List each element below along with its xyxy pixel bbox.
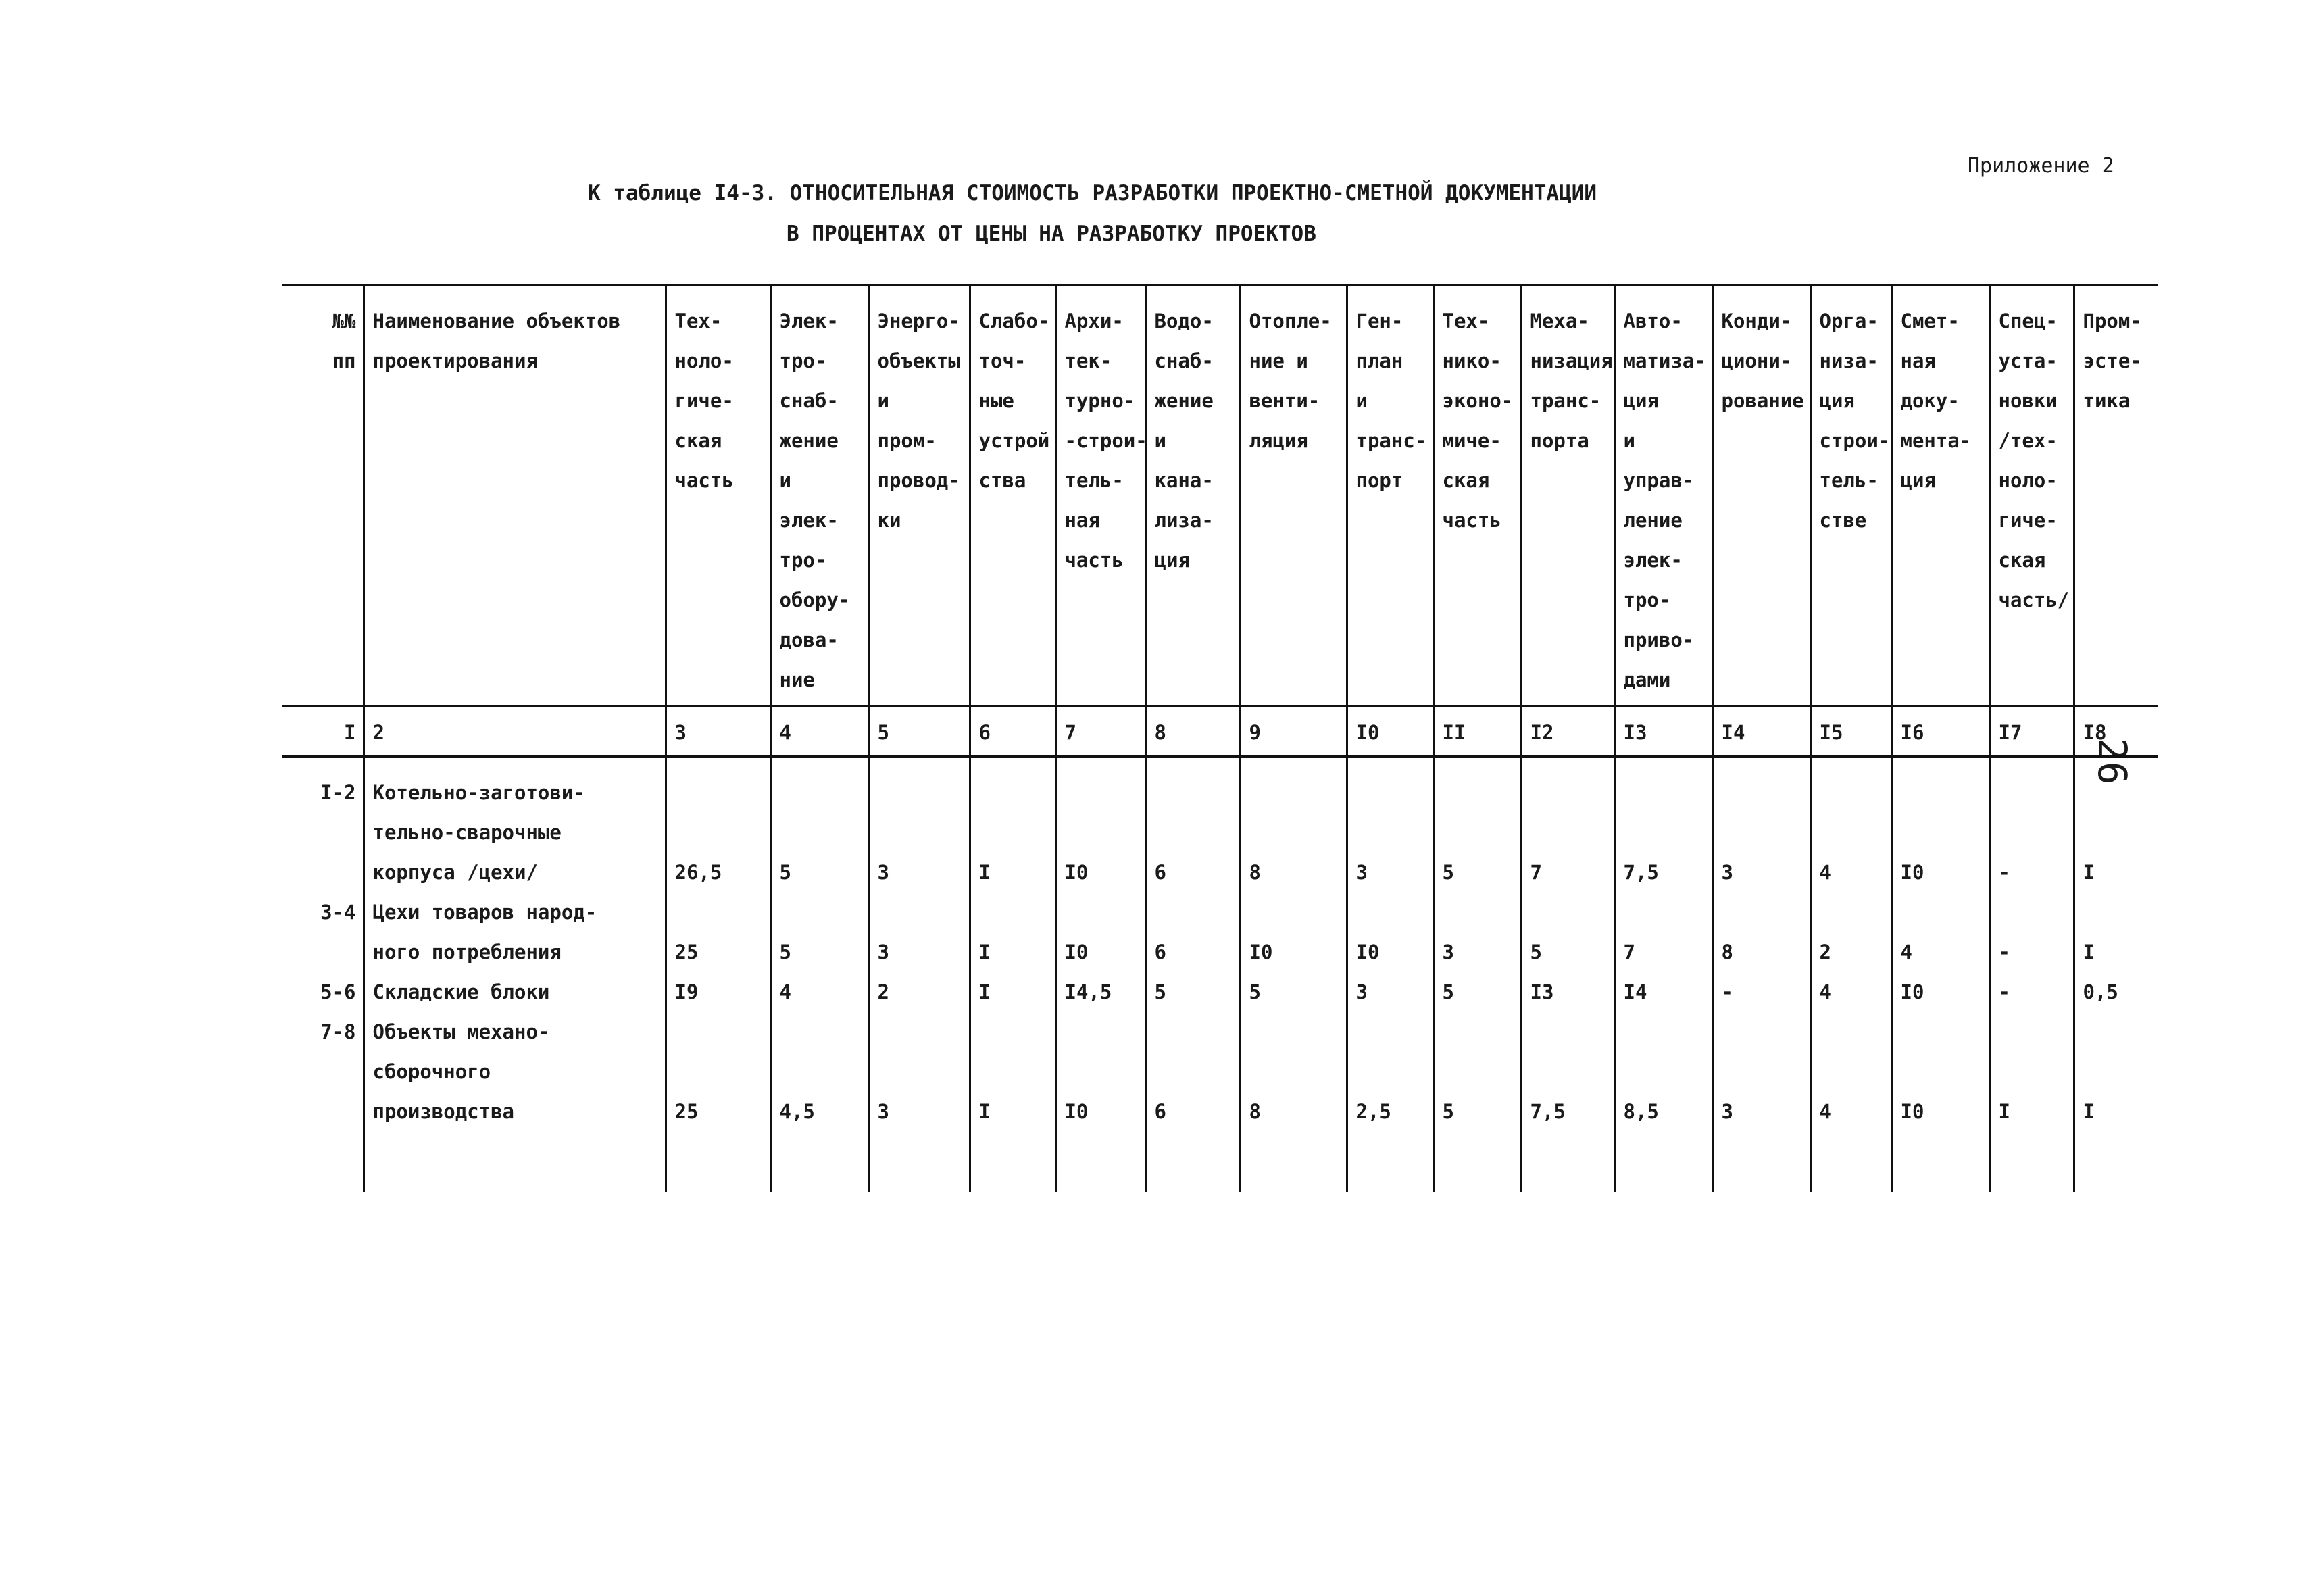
column-number: I8 [2074, 706, 2158, 757]
column-number: I3 [1614, 706, 1712, 757]
header-cell: Тех- ноло- гиче- ская часть [666, 285, 770, 706]
data-block [282, 757, 2158, 1192]
column-number: I [282, 706, 364, 757]
header-cell: Слабо- точ- ные устрой ства [970, 285, 1055, 706]
header-row [282, 285, 2158, 706]
column-10-values: 3 I0 3 2,5 [1347, 757, 1433, 1192]
column-6-values: I I I I [970, 757, 1055, 1192]
column-number: I4 [1712, 706, 1810, 757]
column-17-values: - - - I [1989, 757, 2074, 1192]
column-number: 9 [1240, 706, 1347, 757]
column-number: 3 [666, 706, 770, 757]
column-number: I7 [1989, 706, 2074, 757]
column-12-values: 7 5 I3 7,5 [1521, 757, 1614, 1192]
header-cell: Орга- низа- ция строи- тель- стве [1810, 285, 1891, 706]
header-cell: Пром- эсте- тика [2074, 285, 2158, 706]
column-number: I0 [1347, 706, 1433, 757]
header-cell: Конди- циони- рование [1712, 285, 1810, 706]
table-title-line-2: В ПРОЦЕНТАХ ОТ ЦЕНЫ НА РАЗРАБОТКУ ПРОЕКТОВ [787, 222, 1316, 246]
column-18-values: I I 0,5 I [2074, 757, 2158, 1192]
column-8-values: 6 6 5 6 [1145, 757, 1240, 1192]
header-cell: Отопле- ние и венти- ляция [1240, 285, 1347, 706]
column-13-values: 7,5 7 I4 8,5 [1614, 757, 1712, 1192]
table-title-line-1: К таблице I4-3. ОТНОСИТЕЛЬНАЯ СТОИМОСТЬ РАЗРАБОТКИ ПРОЕКТНО-СМЕТНОЙ ДОКУМЕНТАЦИИ [588, 181, 1597, 205]
header-cell: Ген- план и транс- порт [1347, 285, 1433, 706]
column-number-row [282, 706, 2158, 757]
column-number: I2 [1521, 706, 1614, 757]
cost-table [282, 284, 2158, 1192]
header-cell: Архи- тек- турно- -строи- тель- ная часть [1055, 285, 1145, 706]
column-number: 8 [1145, 706, 1240, 757]
column-14-values: 3 8 - 3 [1712, 757, 1810, 1192]
header-cell: Меха- низация транс- порта [1521, 285, 1614, 706]
column-number: II [1433, 706, 1521, 757]
header-cell: Авто- матиза- ция и управ- ление элек- тро- приво- дами [1614, 285, 1712, 706]
header-cell: Наименование объектов проектирования [364, 285, 666, 706]
column-5-values: 3 3 2 3 [868, 757, 970, 1192]
header-cell: Спец- уста- новки /тех- ноло- гиче- ская часть/ [1989, 285, 2074, 706]
column-number: 5 [868, 706, 970, 757]
column-number: 4 [770, 706, 868, 757]
column-9-values: 8 I0 5 8 [1240, 757, 1347, 1192]
column-number: I5 [1810, 706, 1891, 757]
column-7-values: I0 I0 I4,5 I0 [1055, 757, 1145, 1192]
object-names: Котельно-заготови- тельно-сварочные корпуса /цехи/ Цехи товаров народ- ного потребления Складские блоки Объекты механо- сборочного производства [364, 757, 666, 1192]
row-numbers: I-2 3-4 5-6 7-8 [320, 781, 356, 1043]
column-16-values: I0 4 I0 I0 [1891, 757, 1989, 1192]
header-cell: Тех- нико- эконо- миче- ская часть [1433, 285, 1521, 706]
column-3-values: 26,5 25 I9 25 [666, 757, 770, 1192]
column-number: 7 [1055, 706, 1145, 757]
column-number: I6 [1891, 706, 1989, 757]
column-number: 6 [970, 706, 1055, 757]
header-cell: Водо- снаб- жение и кана- лиза- ция [1145, 285, 1240, 706]
column-4-values: 5 5 4 4,5 [770, 757, 868, 1192]
column-11-values: 5 3 5 5 [1433, 757, 1521, 1192]
header-cell: Смет- ная доку- мента- ция [1891, 285, 1989, 706]
column-number: 2 [364, 706, 666, 757]
header-cell: №№ пп [282, 285, 364, 706]
page-number: 26 [2089, 738, 2135, 785]
column-15-values: 4 2 4 4 [1810, 757, 1891, 1192]
header-cell: Энерго- объекты и пром- провод- ки [868, 285, 970, 706]
header-cell: Элек- тро- снаб- жение и элек- тро- обору- дова- ние [770, 285, 868, 706]
appendix-label: Приложение 2 [1968, 154, 2114, 178]
